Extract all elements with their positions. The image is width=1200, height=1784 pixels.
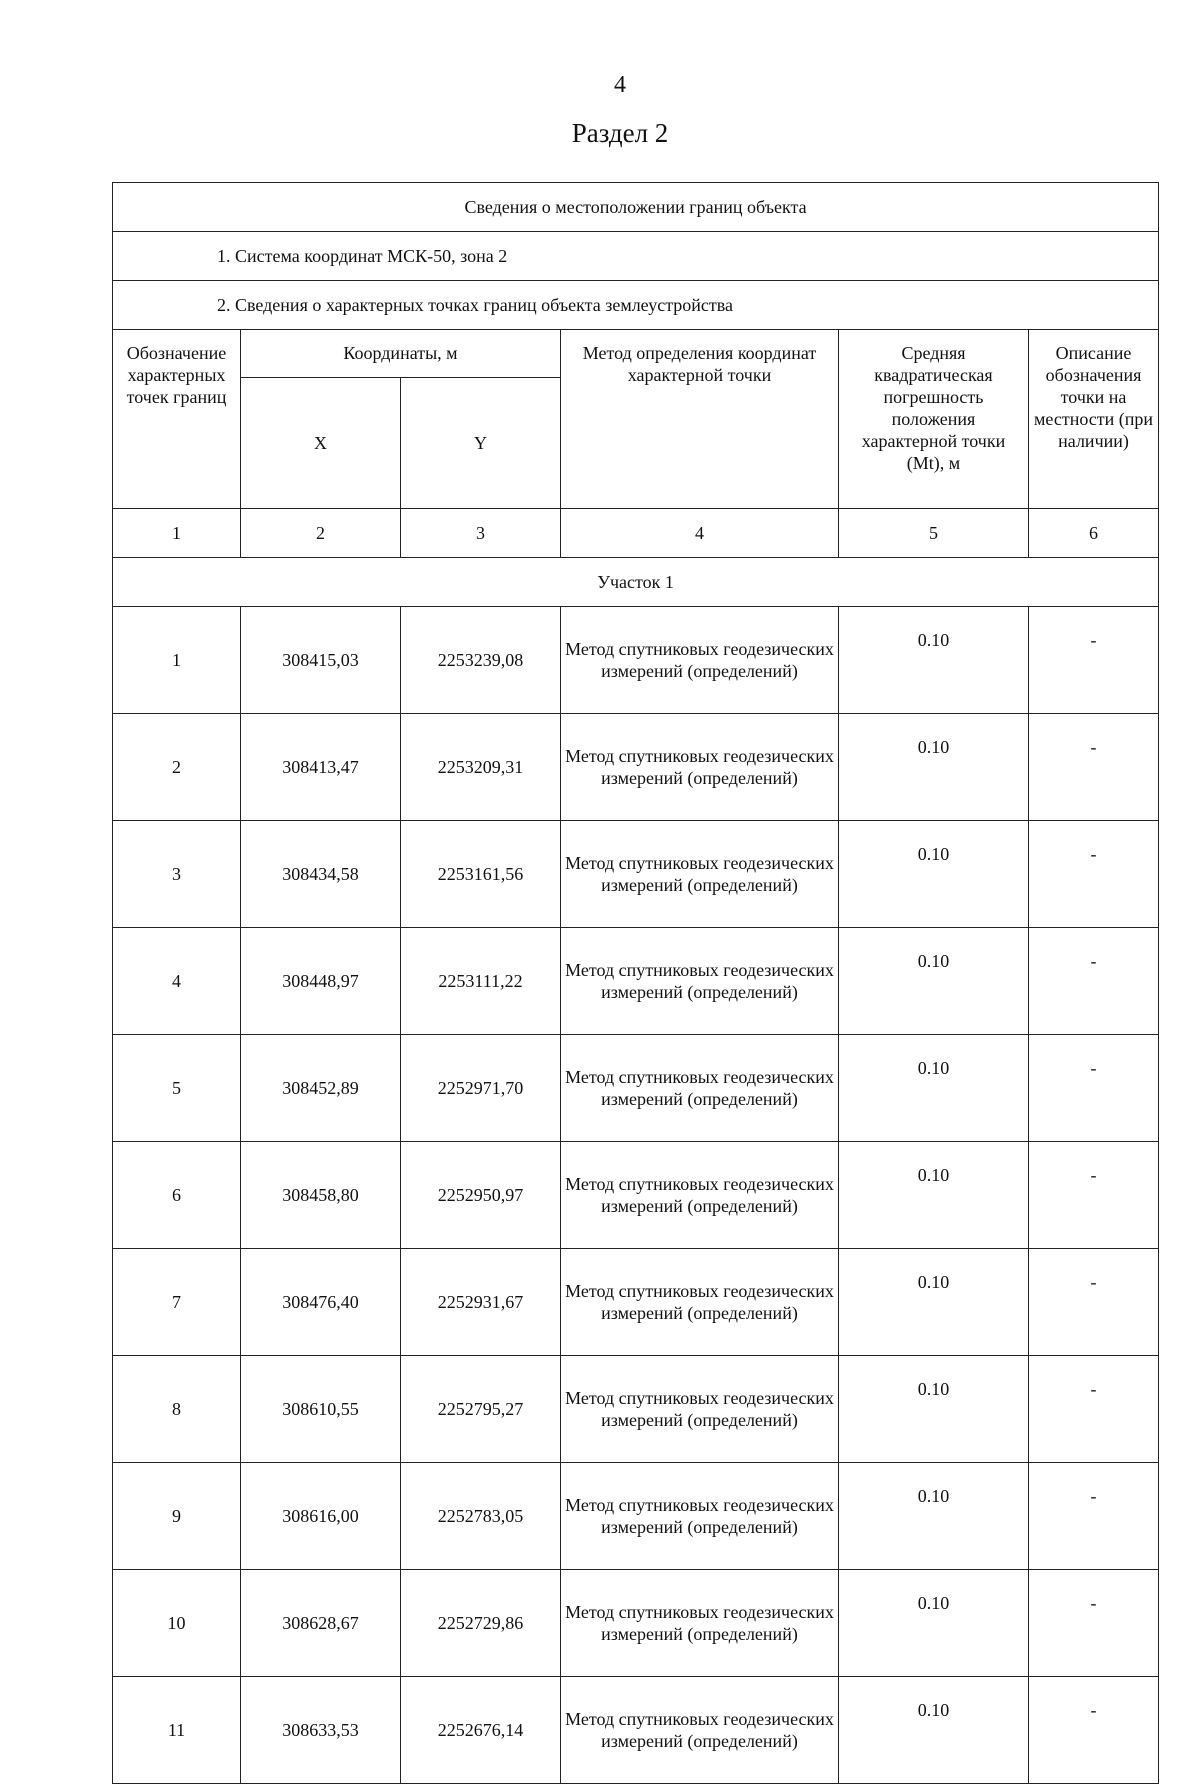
coord-y: 2252783,05 bbox=[401, 1463, 561, 1570]
coord-y: 2252971,70 bbox=[401, 1035, 561, 1142]
plot-row bbox=[113, 558, 1159, 607]
mean-error-cell: 0.10 bbox=[839, 821, 1029, 928]
point-number: 5 bbox=[113, 1035, 241, 1142]
coord-y: 2252795,27 bbox=[401, 1356, 561, 1463]
table-row bbox=[113, 1356, 1159, 1463]
description-cell: - bbox=[1029, 1677, 1159, 1784]
coord-x: 308448,97 bbox=[241, 928, 401, 1035]
column-number: 6 bbox=[1029, 509, 1159, 558]
point-number: 2 bbox=[113, 714, 241, 821]
method-cell: Метод спутниковых геодезических измерений (определений) bbox=[561, 1249, 839, 1356]
table-row bbox=[113, 1570, 1159, 1677]
method-cell: Метод спутниковых геодезических измерений (определений) bbox=[561, 1677, 839, 1784]
page-number: 4 bbox=[614, 72, 626, 98]
mean-error-cell: 0.10 bbox=[839, 1356, 1029, 1463]
points-title-row bbox=[113, 281, 1159, 330]
method-cell: Метод спутниковых геодезических измерений (определений) bbox=[561, 1035, 839, 1142]
coord-x: 308633,53 bbox=[241, 1677, 401, 1784]
coord-x: 308616,00 bbox=[241, 1463, 401, 1570]
coord-x: 308452,89 bbox=[241, 1035, 401, 1142]
method-cell: Метод спутниковых геодезических измерений (определений) bbox=[561, 1463, 839, 1570]
coord-y: 2253111,22 bbox=[401, 928, 561, 1035]
table-row bbox=[113, 1142, 1159, 1249]
mean-error-cell: 0.10 bbox=[839, 607, 1029, 714]
points-title: 2. Сведения о характерных точках границ объекта землеустройства bbox=[113, 281, 1159, 330]
coord-y: 2252950,97 bbox=[401, 1142, 561, 1249]
table-row bbox=[113, 928, 1159, 1035]
point-number: 6 bbox=[113, 1142, 241, 1249]
coord-y: 2252729,86 bbox=[401, 1570, 561, 1677]
header-point-designation: Обозначение характерных точек границ bbox=[113, 330, 241, 509]
table-title-row bbox=[113, 183, 1159, 232]
coord-x: 308434,58 bbox=[241, 821, 401, 928]
method-cell: Метод спутниковых геодезических измерений (определений) bbox=[561, 1570, 839, 1677]
column-number-row bbox=[113, 509, 1159, 558]
point-number: 3 bbox=[113, 821, 241, 928]
description-cell: - bbox=[1029, 1570, 1159, 1677]
coord-y: 2252676,14 bbox=[401, 1677, 561, 1784]
mean-error-cell: 0.10 bbox=[839, 1463, 1029, 1570]
coord-x: 308458,80 bbox=[241, 1142, 401, 1249]
section-title: Раздел 2 bbox=[571, 118, 669, 148]
description-cell: - bbox=[1029, 714, 1159, 821]
coord-y: 2253209,31 bbox=[401, 714, 561, 821]
coord-x: 308610,55 bbox=[241, 1356, 401, 1463]
coord-x: 308628,67 bbox=[241, 1570, 401, 1677]
point-number: 4 bbox=[113, 928, 241, 1035]
mean-error-cell: 0.10 bbox=[839, 1249, 1029, 1356]
coord-system: 1. Система координат МСК-50, зона 2 bbox=[113, 232, 1159, 281]
point-number: 10 bbox=[113, 1570, 241, 1677]
table-row bbox=[113, 1249, 1159, 1356]
point-number: 7 bbox=[113, 1249, 241, 1356]
plot-label: Участок 1 bbox=[113, 558, 1159, 607]
header-x: X bbox=[241, 378, 401, 509]
method-cell: Метод спутниковых геодезических измерений (определений) bbox=[561, 607, 839, 714]
boundary-points-table bbox=[112, 182, 1159, 1784]
mean-error-cell: 0.10 bbox=[839, 1677, 1029, 1784]
description-cell: - bbox=[1029, 821, 1159, 928]
mean-error-cell: 0.10 bbox=[839, 928, 1029, 1035]
table-row bbox=[113, 1463, 1159, 1570]
method-cell: Метод спутниковых геодезических измерений (определений) bbox=[561, 1356, 839, 1463]
table-row bbox=[113, 1035, 1159, 1142]
description-cell: - bbox=[1029, 1249, 1159, 1356]
description-cell: - bbox=[1029, 1463, 1159, 1570]
header-mean-error: Средняя квадратическая погрешность положения характерной точки (Mt), м bbox=[839, 330, 1029, 509]
point-number: 8 bbox=[113, 1356, 241, 1463]
coord-x: 308476,40 bbox=[241, 1249, 401, 1356]
description-cell: - bbox=[1029, 607, 1159, 714]
column-number: 2 bbox=[241, 509, 401, 558]
header-coordinates: Координаты, м bbox=[241, 330, 561, 378]
column-number: 3 bbox=[401, 509, 561, 558]
header-description: Описание обозначения точки на местности (при наличии) bbox=[1029, 330, 1159, 509]
mean-error-cell: 0.10 bbox=[839, 1570, 1029, 1677]
table-title: Сведения о местоположении границ объекта bbox=[113, 183, 1159, 232]
coord-y: 2253239,08 bbox=[401, 607, 561, 714]
mean-error-cell: 0.10 bbox=[839, 1035, 1029, 1142]
description-cell: - bbox=[1029, 1035, 1159, 1142]
coord-y: 2252931,67 bbox=[401, 1249, 561, 1356]
description-cell: - bbox=[1029, 928, 1159, 1035]
point-number: 1 bbox=[113, 607, 241, 714]
method-cell: Метод спутниковых геодезических измерений (определений) bbox=[561, 821, 839, 928]
header-row-top bbox=[113, 330, 1159, 378]
table-row bbox=[113, 821, 1159, 928]
table-row bbox=[113, 714, 1159, 821]
column-number: 4 bbox=[561, 509, 839, 558]
table-row bbox=[113, 607, 1159, 714]
point-number: 11 bbox=[113, 1677, 241, 1784]
header-method: Метод определения координат характерной точки bbox=[561, 330, 839, 509]
method-cell: Метод спутниковых геодезических измерений (определений) bbox=[561, 928, 839, 1035]
method-cell: Метод спутниковых геодезических измерений (определений) bbox=[561, 714, 839, 821]
table-body bbox=[113, 183, 1159, 1784]
method-cell: Метод спутниковых геодезических измерений (определений) bbox=[561, 1142, 839, 1249]
header-y: Y bbox=[401, 378, 561, 509]
description-cell: - bbox=[1029, 1356, 1159, 1463]
mean-error-cell: 0.10 bbox=[839, 1142, 1029, 1249]
coord-system-row bbox=[113, 232, 1159, 281]
point-number: 9 bbox=[113, 1463, 241, 1570]
column-number: 5 bbox=[839, 509, 1029, 558]
mean-error-cell: 0.10 bbox=[839, 714, 1029, 821]
coord-x: 308413,47 bbox=[241, 714, 401, 821]
column-number: 1 bbox=[113, 509, 241, 558]
table-row bbox=[113, 1677, 1159, 1784]
description-cell: - bbox=[1029, 1142, 1159, 1249]
coord-y: 2253161,56 bbox=[401, 821, 561, 928]
coord-x: 308415,03 bbox=[241, 607, 401, 714]
